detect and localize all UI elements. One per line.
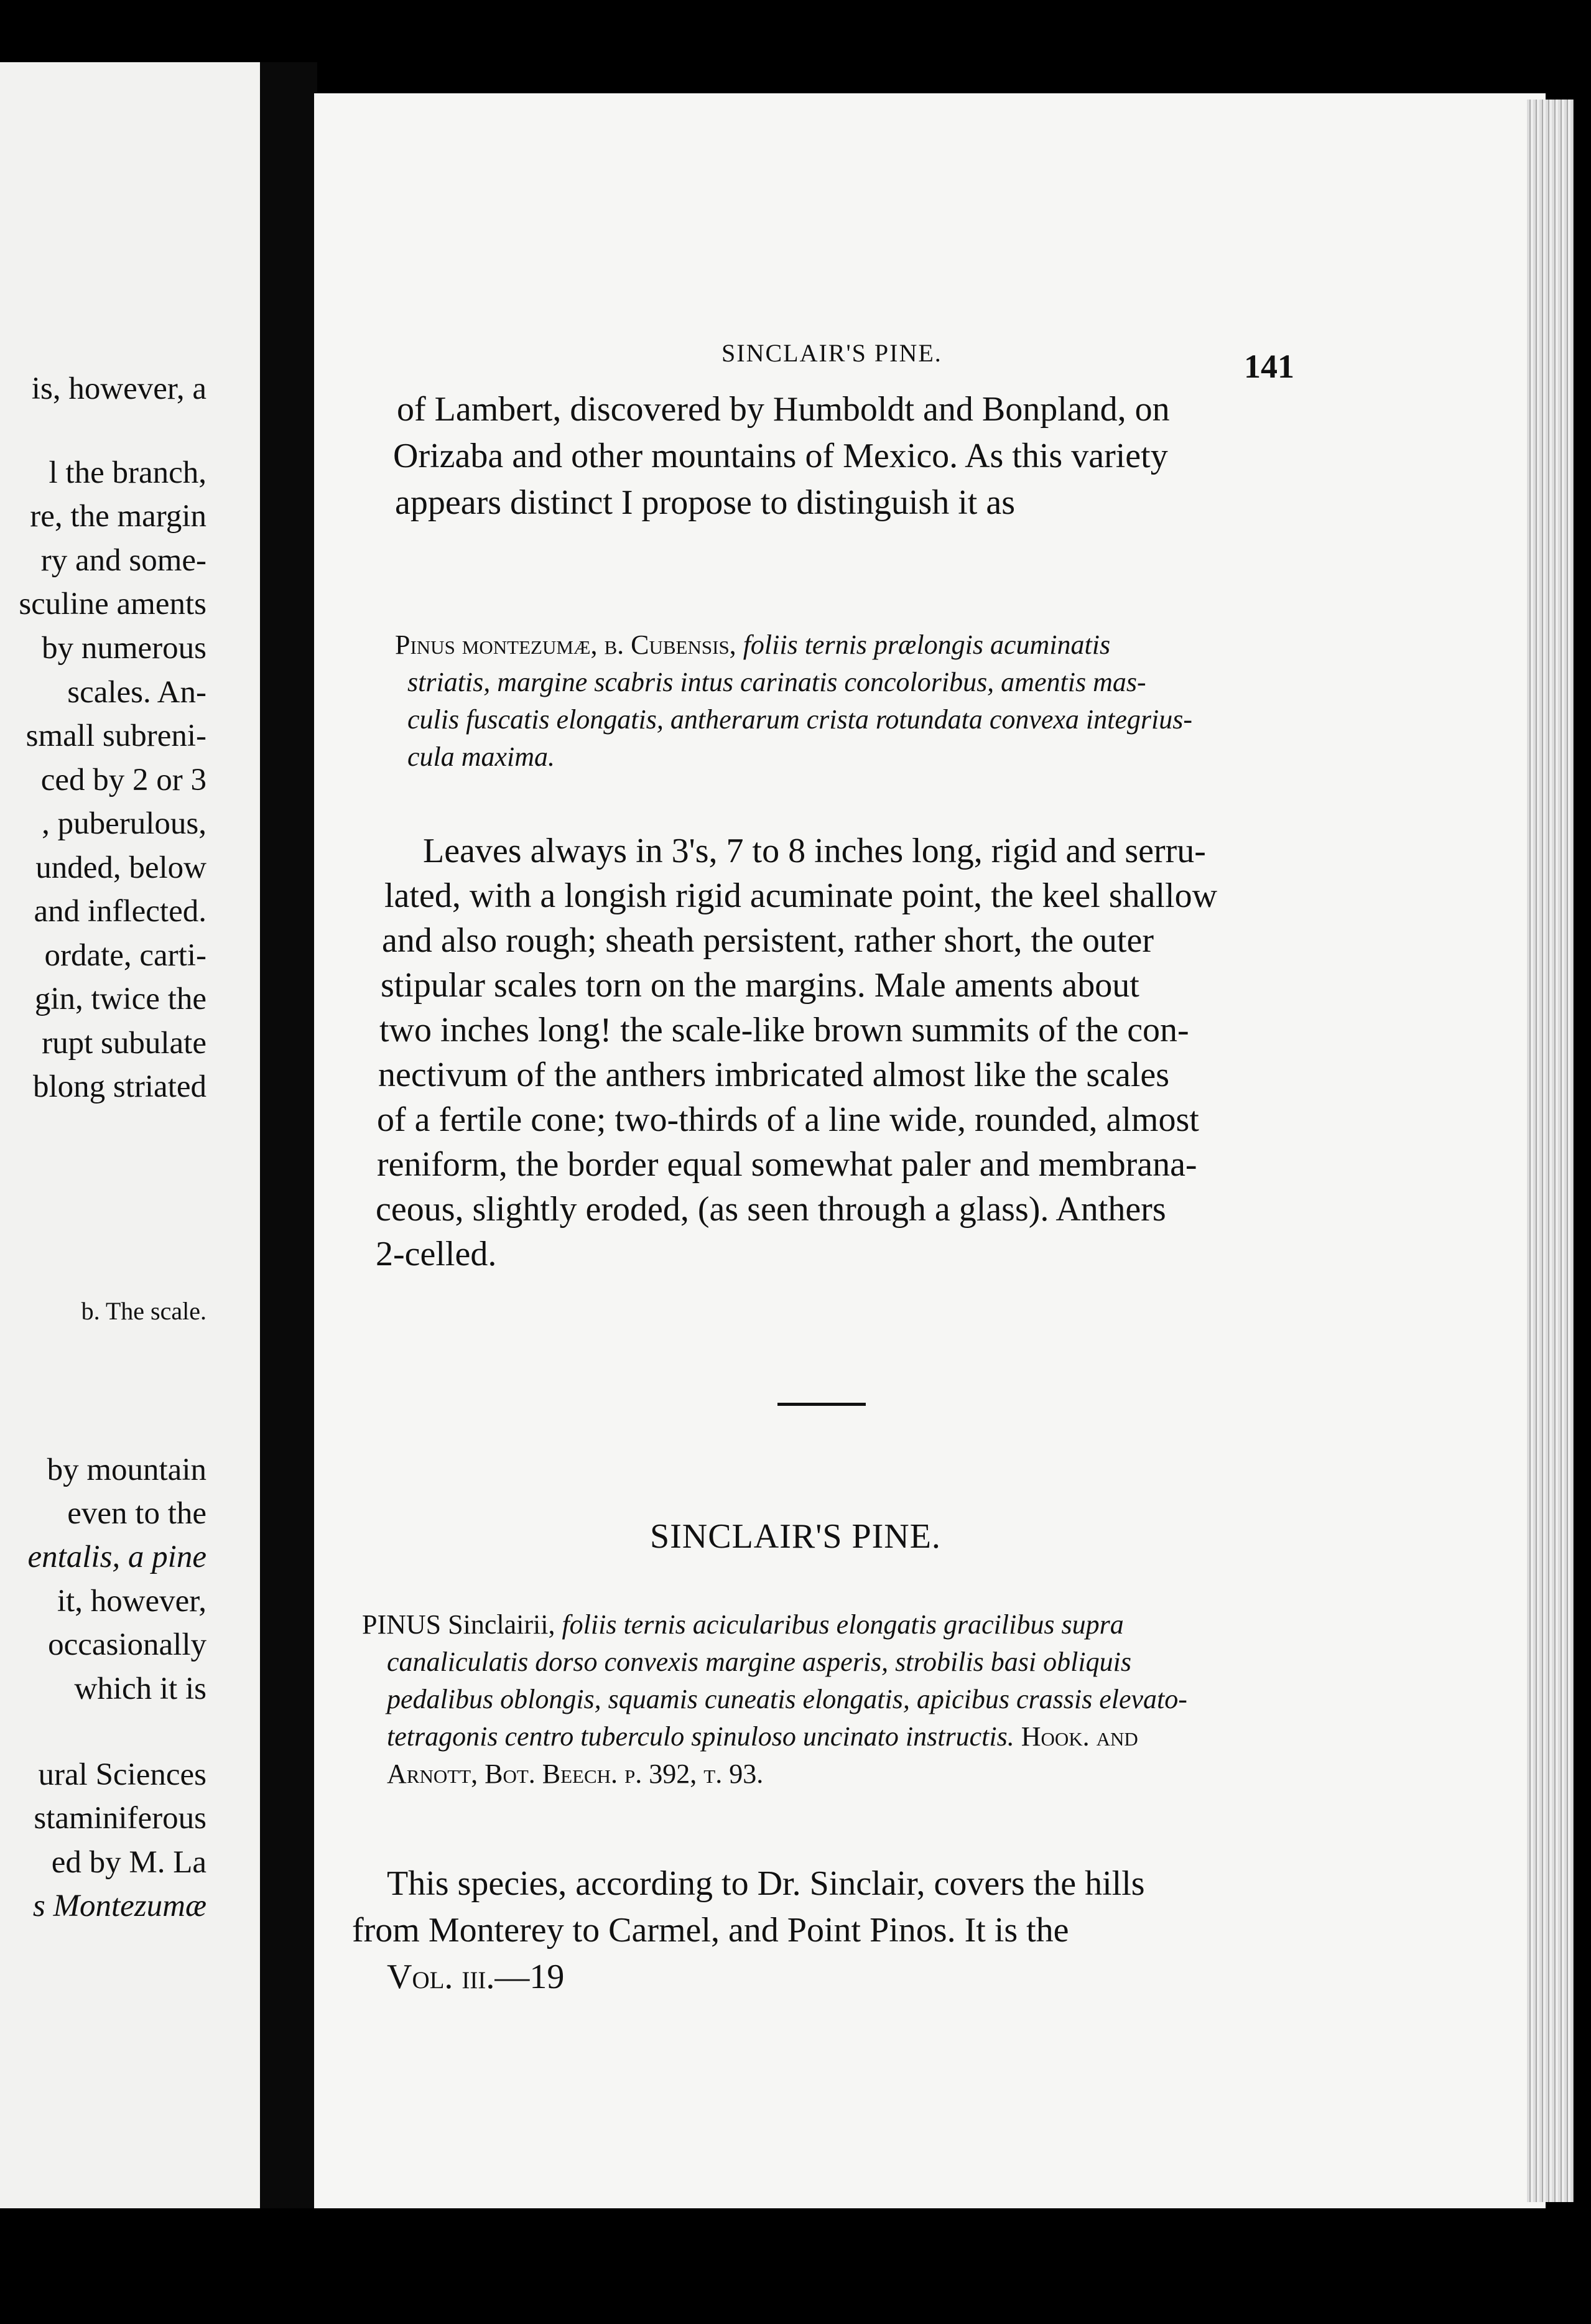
closing-line: from Monterey to Carmel, and Point Pinos. It is the — [352, 1911, 1069, 1950]
latin-text: cula maxima. — [407, 741, 555, 772]
description-line: reniform, the border equal somewhat paler and membrana- — [377, 1145, 1197, 1184]
latin-text: culis fuscatis elongatis, antherarum crista rotundata convexa integrius- — [407, 704, 1193, 735]
intro-line: of Lambert, discovered by Humboldt and Bonpland, on — [397, 390, 1170, 429]
latin-text: foliis ternis acicularibus elongatis gracilibus supra — [562, 1609, 1124, 1640]
description-line: of a fertile cone; two-thirds of a line wide, rounded, almost — [377, 1100, 1199, 1139]
latin-text: striatis, margine scabris intus carinatis concoloribus, amentis mas- — [407, 667, 1146, 697]
latin-text: canaliculatis dorso convexis margine asperis, strobilis basi obliquis — [387, 1647, 1131, 1677]
left-text-line: ed by M. La — [51, 1845, 206, 1880]
diagnosis-line — [387, 1723, 1138, 1750]
left-text-line: by mountain — [47, 1452, 206, 1487]
left-text-line: ordate, carti- — [44, 938, 206, 973]
intro-line: appears distinct I propose to distinguish it as — [395, 483, 1015, 522]
page-number: 141 — [1244, 348, 1294, 385]
left-text-line: re, the margin — [30, 499, 206, 534]
description-line: nectivum of the anthers imbricated almost like the scales — [378, 1056, 1170, 1094]
diagnosis-line — [407, 669, 1146, 696]
description-line: and also rough; sheath persistent, rather short, the outer — [382, 921, 1154, 960]
left-text-line: unded, below — [35, 850, 206, 885]
left-text-line: entalis, a pine — [27, 1540, 206, 1574]
left-text-line: even to the — [67, 1496, 206, 1531]
left-figure-caption: b. The scale. — [81, 1297, 206, 1325]
diagnosis-line — [387, 1686, 1187, 1713]
left-text-line: it, however, — [57, 1584, 206, 1619]
description-line: Leaves always in 3's, 7 to 8 inches long, rigid and serru- — [423, 832, 1206, 870]
left-text-line: blong striated — [32, 1069, 206, 1104]
authority: Hook. and — [1021, 1721, 1138, 1752]
left-text-line: gin, twice the — [34, 982, 206, 1016]
running-head: SINCLAIR'S PINE. — [721, 339, 942, 367]
left-text-line: scales. An- — [67, 675, 206, 710]
diagnosis-line — [407, 743, 555, 771]
latin-text: foliis ternis prælongis acuminatis — [743, 630, 1111, 660]
left-text-line: by numerous — [42, 631, 206, 666]
left-text-line: which it is — [74, 1671, 206, 1706]
latin-text: tetragonis centro tuberculo spinuloso uncinato instructis. — [387, 1721, 1014, 1752]
book-gutter — [260, 62, 317, 2208]
left-text-line: is, however, a — [31, 371, 206, 406]
signature-mark: Vol. iii.—19 — [387, 1958, 565, 1996]
intro-line: Orizaba and other mountains of Mexico. As this variety — [393, 437, 1168, 475]
left-text-line: ural Sciences — [38, 1757, 206, 1792]
closing-line: This species, according to Dr. Sinclair, covers the hills — [387, 1864, 1145, 1903]
left-text-line: and inflected. — [34, 894, 206, 929]
section-title: SINCLAIR'S PINE. — [650, 1517, 941, 1556]
description-line: stipular scales torn on the margins. Male aments about — [381, 966, 1139, 1005]
description-line: two inches long! the scale-like brown summits of the con- — [379, 1011, 1189, 1049]
left-text-line: rupt subulate — [42, 1026, 206, 1061]
left-text-line: , puberulous, — [42, 806, 206, 841]
left-text-line: ry and some- — [40, 543, 206, 578]
diagnosis-line — [387, 1648, 1131, 1676]
description-line: ceous, slightly eroded, (as seen through a glass). Anthers — [376, 1190, 1166, 1229]
left-text-line: occasionally — [48, 1627, 206, 1662]
left-text-line: s Montezumæ — [32, 1889, 206, 1923]
left-text-line: l the branch, — [49, 455, 206, 490]
latin-text: pedalibus oblongis, squamis cuneatis elongatis, apicibus crassis elevato- — [387, 1684, 1187, 1714]
page-edges — [1527, 100, 1574, 2202]
section-divider — [777, 1403, 866, 1406]
left-text-line: ced by 2 or 3 — [40, 763, 206, 797]
left-text-line: staminiferous — [34, 1801, 206, 1836]
species-name: Pinus montezumæ, β. Cubensis, — [395, 630, 736, 660]
species-name: PINUS Sinclairii, — [362, 1609, 555, 1640]
left-text-line: small subreni- — [26, 718, 206, 753]
diagnosis-line — [407, 706, 1192, 733]
diagnosis-line — [395, 631, 1110, 659]
description-line: 2-celled. — [376, 1235, 497, 1273]
left-page-fragment — [0, 62, 260, 2208]
diagnosis-line — [362, 1611, 1124, 1638]
left-text-line: sculine aments — [19, 587, 206, 621]
description-line: lated, with a longish rigid acuminate point, the keel shallow — [384, 876, 1218, 915]
diagnosis-line: Arnott, Bot. Beech. p. 392, t. 93. — [387, 1759, 764, 1789]
